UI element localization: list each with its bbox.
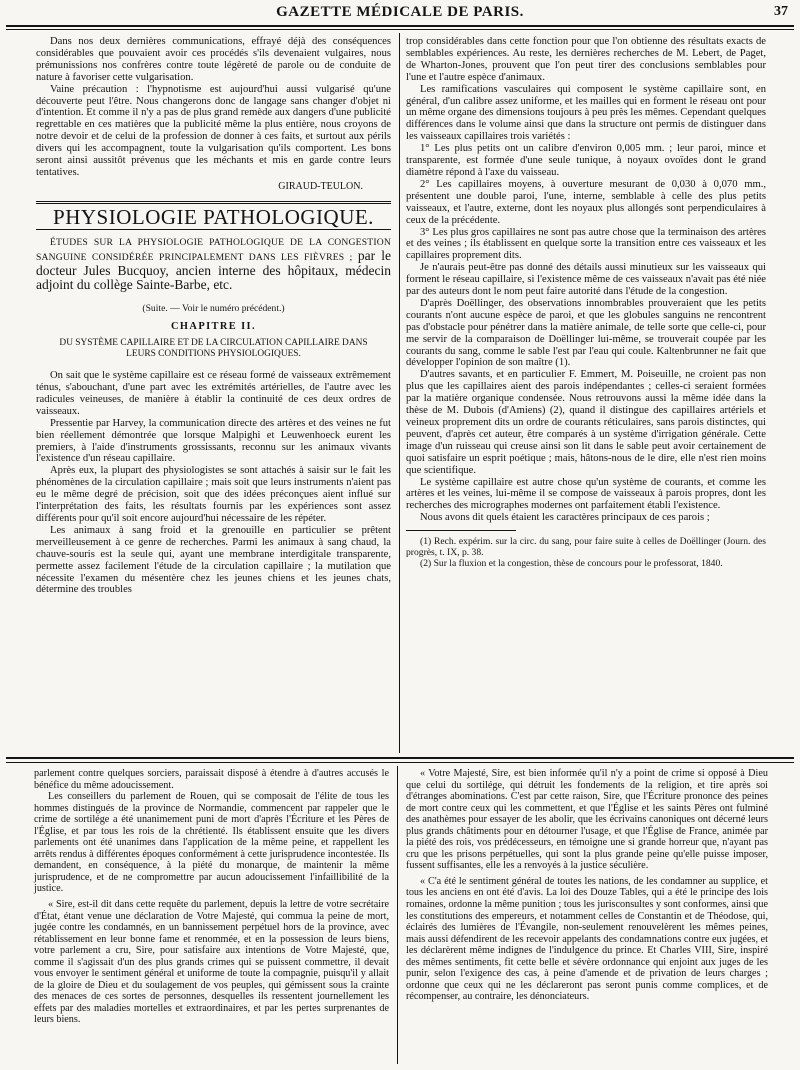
body-paragraph: Pressentie par Harvey, la communication directe des artères et des veines ne fut bien réellement démontrée que lorsque Malpighi et Leuwenhoeck eurent les premiers, à l'aide d'instruments grossissants, reconnu sur les animaux vivants l'existence d'un réseau capillaire.	[36, 417, 391, 465]
feuilleton-paragraph: « Sire, est-il dit dans cette requête du parlement, depuis la lettre de votre secrétaire d'État, étant venue une déclaration de Votre Majesté, qui commua la peine de mort, jugée contre les condamnés, en un bannissement perpétuel hors de la province, avec rétablissement en leur bonne fame et renommée, et en la possession de leurs biens, votre parlement a cru, Sire, pour satisfaire aux intentions de Votre Majesté, que, comme il s'agissait d'un des plus grands crimes qui se puissent commettre, il devait vous envoyer le sentiment général et uniforme de toute la compagnie, puisqu'il y allait de la gloire de Dieu et du soulagement de vos peuples, qui gémissent sous la crainte des menaces de ces sortes de personnes, desquelles ils ressentent journellement les effets par des maladies mortelles et extraordinaires, et par les pertes surprenantes de leurs biens.	[34, 899, 389, 1026]
left-column	[36, 36, 391, 596]
feuilleton-paragraph: « Votre Majesté, Sire, est bien informée qu'il n'y a point de crime si opposé à Dieu que celui du sortilége, qui détruit les fondements de la religion, et tire après soi d'étranges abominations. C'est par cette raison, Sire, que l'Écriture prononce des peines de mort contre ceux qui les commettent, et que l'Église et les saints Pères ont fulminé des anathèmes pour essayer de les abolir, que les écrivains canoniques ont décerné leurs plus grands châtiments pour en détourner l'usage, et que l'Église de France, animée par la piété des rois, vos prédécesseurs, en témoigne une si grande horreur que, n'ayant pas cru que les prisons perpétuelles, qui sont la plus grande peine qu'elle puisse imposer, fussent suffisantes, elle les a renvoyés à la justice séculière.	[406, 768, 768, 872]
lower-right-column	[406, 768, 768, 1003]
body-paragraph: On sait que le système capillaire est ce réseau formé de vaisseaux extrêmement ténus, s'abouchant, d'une part avec les extrémités artérielles, de l'autre avec les radicules veineuses, de manière à établir la continuité de ces deux ordres de vaisseaux.	[36, 370, 391, 417]
body-paragraph: D'autres savants, et en particulier F. Emmert, M. Poiseuille, ne croient pas non plus que les capillaires aient des parois indépendantes ; celles-ci seraient formées par la matière organique condensée. Nous retrouvons aussi la même idée dans la thèse de M. Dubois (d'Amiens) (2), quand il distingue des capillaires artériels et veineux proprement dits un ordre de courants réticulaires, sans parois distinctes, qui peuvent, d'après cet auteur, être comparés à un système d'irrigation générale. Cette image d'un ruisseau qui creuse ainsi son lit dans le sable peut avoir certainement de quoi satisfaire un esprit poétique ; mais, hâtons-nous de le dire, elle n'est rien moins que scientifique.	[406, 369, 766, 476]
body-paragraph: Les ramifications vasculaires qui composent le système capillaire sont, en général, d'un calibre assez uniforme, et les mailles qui en forment le réseau ont pour un même organe des dimensions toujours à peu près les mêmes. Cependant quelques différences dans le volume ainsi que dans la structure ont permis de distinguer dans les vaisseaux capillaires trois variétés :	[406, 83, 766, 143]
feuilleton-paragraph: Les conseillers du parlement de Rouen, qui se composait de l'élite de tous les hommes distingués de la province de Normandie, commencent par rappeler que le crime de sortilége a été unanimement puni de mort d'après l'Écriture et les Pères de l'Église, et par tous les rois de la chrétienté. Ils établissent ensuite que les divers parlements ont été unanimes dans l'application de la même peine, et rappellent les arrêts rendus à différentes époques conformément à cette jurisprudence incontestée. Ils demandent, en conséquence, à la piété du monarque, de maintenir la même jurisprudence, et de ne compromettre par aucun adoucissement l'infaillibilité de la justice.	[34, 791, 389, 895]
header-rule-thick	[6, 25, 794, 27]
chapter-heading: CHAPITRE II.	[171, 321, 256, 333]
article-heading	[36, 237, 391, 294]
column-divider-lower	[397, 766, 398, 1064]
article-heading-caps: ÉTUDES SUR LA PHYSIOLOGIE PATHOLOGIQUE DE LA CONGESTION SANGUINE CONSIDÉRÉE PRINCIPALEMENT DANS LES FIÈVRES ;	[36, 236, 391, 263]
running-header-title: GAZETTE MÉDICALE DE PARIS.	[276, 4, 524, 20]
right-column	[406, 36, 766, 570]
continuation-note: (Suite. — Voir le numéro précédent.)	[142, 303, 285, 315]
body-paragraph: Les animaux à sang froid et la grenouille en particulier se prêtent merveilleusement à ce genre de recherches. Parmi les animaux à sang chaud, la chauve-souris est la seule qui, ayant une membrane interdigitale transparente, permette assez facilement l'étude de la circulation capillaire ; la mutilation que nécessite l'examen du mésentère chez les jeunes chiens et les jeunes chats, détermine des troubles	[36, 524, 391, 596]
intro-paragraph-1: Dans nos deux dernières communications, effrayé déjà des conséquences considérables que pouvaient avoir ces procédés s'ils devenaient vulgaires, nous prémunissions nos confrères contre toute légèreté de parole ou de conduite de nature à favoriser cette vulgarisation.	[36, 36, 391, 83]
body-paragraph: Nous avons dit quels étaient les caractères principaux de ces parois ;	[420, 512, 710, 524]
body-paragraph: D'après Doëllinger, des observations innombrables prouveraient que les petits courants n'ont aucune espèce de paroi, et que les globules sanguins ne rencontrent pas d'obstacle pour pénétrer dans la matière animale, de telle sorte que celle-ci, pour me servir de la comparaison de Doëllinger lui-même, se trouverait coupée par les courants du sang, comme le sable l'est par l'eau qui coule. Kaltenbrunner ne fait que développer l'opinion de son maître (1).	[406, 297, 766, 369]
body-paragraph: trop considérables dans cette fonction pour que l'on obtienne des résultats exacts de semblables expériences. Au reste, les dernières recherches de M. Lebert, de Paget, de Wharton-Jones, prouvent que l'on peut tirer des conclusions semblables pour l'une et l'autre espèce d'animaux.	[406, 36, 766, 83]
feuilleton-paragraph: parlement contre quelques sorciers, paraissait disposé à étendre à d'autres accusés le bénéfice du même adoucissement.	[34, 768, 389, 791]
body-paragraph: 2° Les capillaires moyens, à ouverture mesurant de 0,030 à 0,070 mm., présentent une double paroi, l'une, interne, semblable à celle des plus petits vaisseaux, et l'autre, externe, dont les noyaux plus allongés sont perpendiculaires à ceux de la précédente.	[406, 178, 766, 226]
footnote: (2) Sur la fluxion et la congestion, thèse de concours pour le professorat, 1840.	[420, 557, 723, 569]
section-rule	[36, 229, 391, 230]
body-paragraph: 1° Les plus petits ont un calibre d'environ 0,005 mm. ; leur paroi, mince et transparente, est formée d'une seule tunique, à noyaux ovoïdes dont le grand diamètre répond à l'axe du vaisseau.	[406, 143, 766, 178]
footnote: (1) Rech. expérim. sur la circ. du sang, pour faire suite à celles de Doëllinger (Journ. des progrès, t. IX, p. 38.	[406, 536, 766, 558]
column-divider-upper	[399, 33, 400, 753]
feuilleton-rule-thin	[6, 762, 794, 763]
section-rule-top	[36, 201, 391, 202]
feuilleton-rule-thick	[6, 757, 794, 759]
intro-paragraph-2: Vaine précaution : l'hypnotisme est aujourd'hui aussi vulgarisé qu'une découverte peut l'être. Nous changerons donc de langage sans changer d'objet ni d'intention. Et comme il n'y a pas de plus grand remède aux dangers d'une publicité regrettable en ces matières que la publicité même la plus entière, nous croyons de notre devoir et de celui de la profession de donner à ces faits, et surtout aux périls divers qui les accompagnent, toute la vulgarisation qu'ils comportent. Les bons seront ainsi aussitôt prévenus que les méchants et mis en garde contre leurs tentatives.	[36, 83, 391, 178]
section-title: PHYSIOLOGIE PATHOLOGIQUE.	[53, 204, 374, 229]
header-rule-thin	[6, 29, 794, 30]
body-paragraph: Je n'aurais peut-être pas donné des détails aussi minutieux sur les vaisseaux qui forment le réseau capillaire, si l'existence même de ces vaisseaux n'avait pas été niée par des auteurs dont le nom peut faire autorité dans l'étude de la congestion.	[406, 262, 766, 298]
body-paragraph: Le système capillaire est autre chose qu'un système de courants, et comme les artères et les veines, lui-même il se compose de vaisseaux à parois propres, dont les recherches des micrographes modernes ont parfaitement établi l'existence.	[406, 476, 766, 512]
body-paragraph: 3° Les plus gros capillaires ne sont pas autre chose que la terminaison des artères et des veines ; ils établissent en quelque sorte la transition entre ces vaisseaux et les capillaires proprement dits.	[406, 226, 766, 262]
lower-left-column	[34, 768, 389, 1026]
footnote-rule	[406, 530, 516, 531]
chapter-title: DU SYSTÈME CAPILLAIRE ET DE LA CIRCULATION CAPILLAIRE DANS LEURS CONDITIONS PHYSIOLOGIQUES.	[59, 338, 368, 360]
page-number: 37	[774, 4, 788, 19]
body-paragraph: Après eux, la plupart des physiologistes se sont attachés à saisir sur le fait les phénomènes de la circulation capillaire ; mais soit que leurs instruments n'aient pas eu le même degré de précision, soit que des idées préconçues aient influé sur l'interprétation des faits, les résultats fournis par les expériences sont assez différents pour qu'il soit encore aujourd'hui nécessaire de les répéter.	[36, 465, 391, 524]
signature: GIRAUD-TEULON.	[278, 180, 363, 192]
feuilleton-paragraph: « C'a été le sentiment général de toutes les nations, de les condamner au supplice, et tous les anciens en ont été d'avis. La loi des Douze Tables, qui a été le principe des lois romaines, ordonne la même punition ; tous les jurisconsultes y sont conformes, ainsi que les constitutions des empereurs, et notamment celles de Constantin et de Théodose, qui, éclairés des lumières de l'Évangile, non-seulement renouvelèrent les mêmes peines, mais aussi défendirent de les recevoir appelants des condamnations contre eux jugées, et les déclarèrent même indignes de l'indulgence du prince. Et Charles VIII, Sire, inspiré des mêmes sentiments, fit cette belle et sévère ordonnance qui enjoint aux juges de les punir, selon l'exigence des cas, à peine d'amende et de privation de leurs charges ; ordonne que ceux qui ne les déclareront pas seront punis comme complices, et de récompenser, au contraire, les dénonciateurs.	[406, 875, 768, 1003]
article-author: par le docteur Jules Bucquoy, ancien interne des hôpitaux, médecin adjoint du collège Sainte-Barbe, etc.	[36, 247, 391, 293]
section-rule-top-2	[36, 203, 391, 204]
